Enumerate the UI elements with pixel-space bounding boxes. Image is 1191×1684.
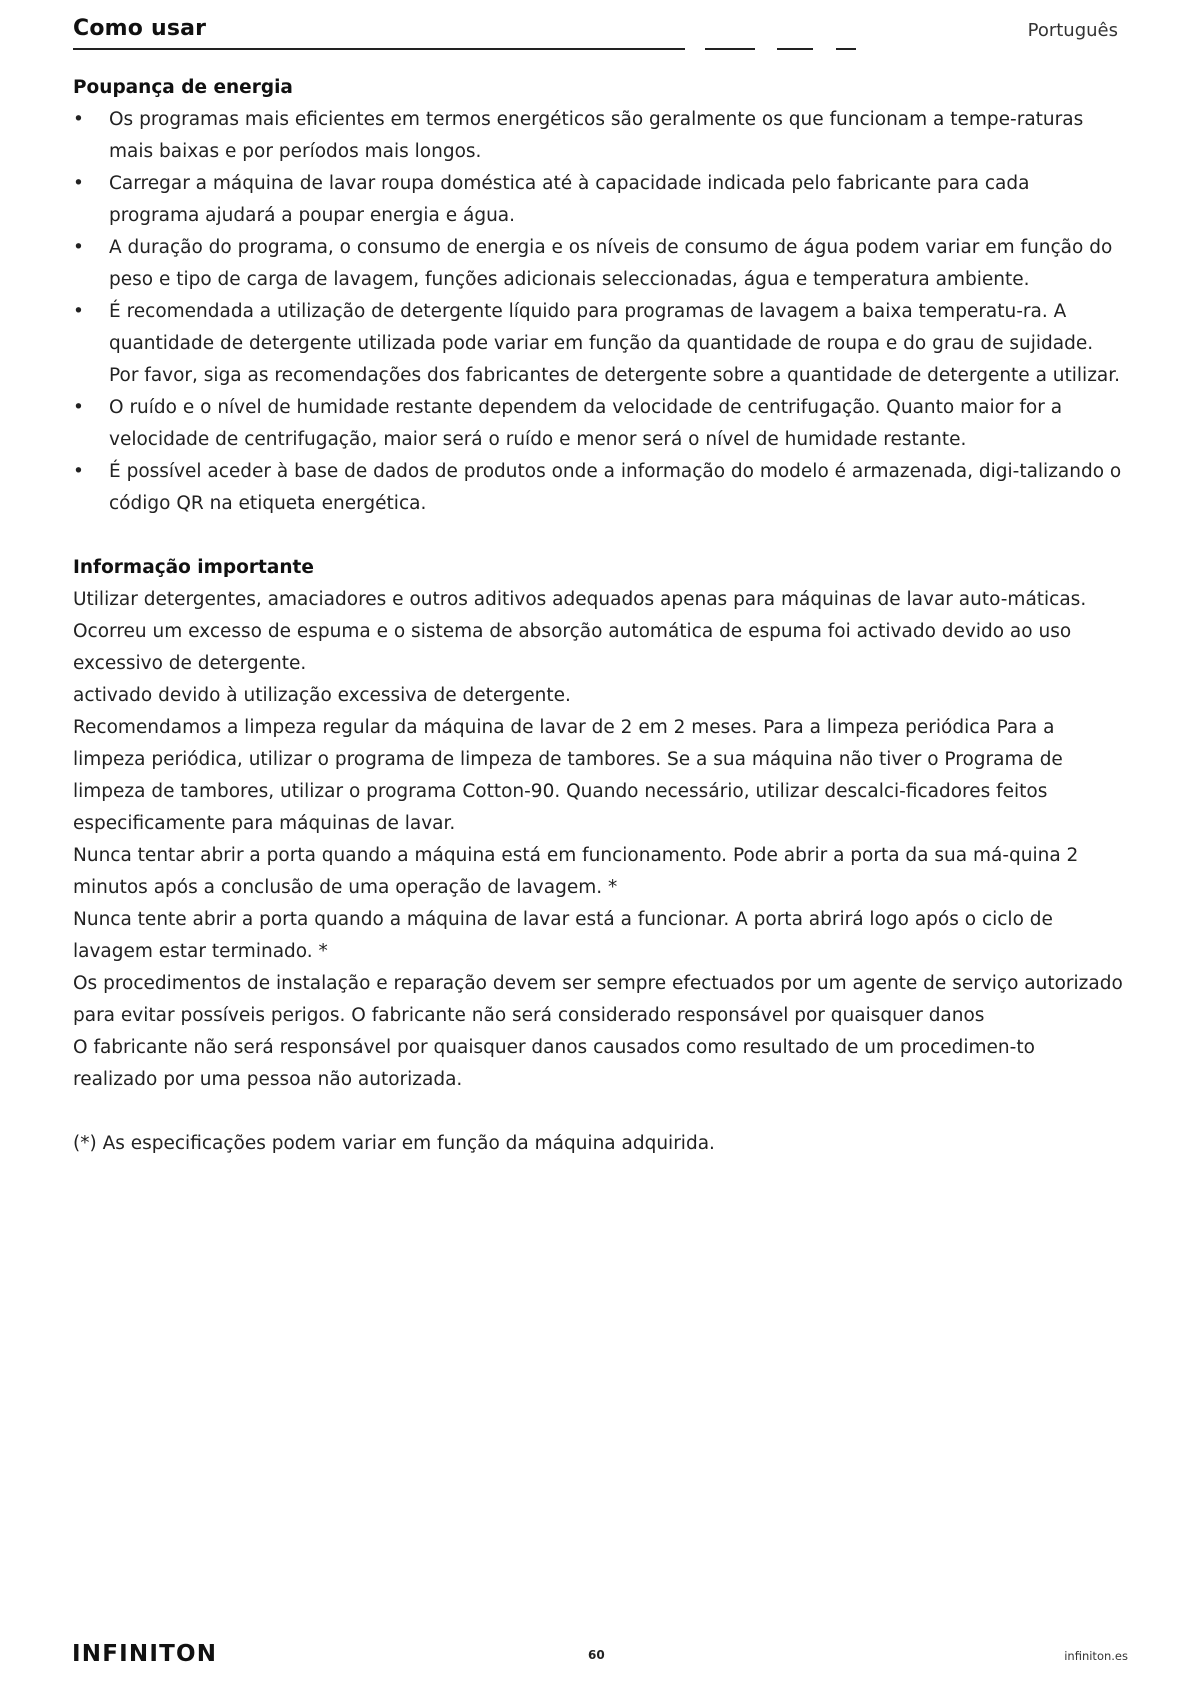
footnote: (*) As especificações podem variar em função da máquina adquirida. bbox=[73, 1133, 715, 1154]
energy-title: Poupança de energia bbox=[73, 77, 293, 98]
list-item: • Os programas mais eficientes em termos energéticos são geralmente os que funcionam a tempe-raturas mais baixas e por períodos mais longos. bbox=[73, 104, 1123, 168]
energy-list bbox=[73, 104, 1123, 520]
header-rule-dash bbox=[705, 48, 755, 50]
page-number: 60 bbox=[588, 1648, 605, 1662]
paragraph: Utilizar detergentes, amaciadores e outros aditivos adequados apenas para máquinas de lavar auto-máticas. Ocorreu um excesso de espuma e o sistema de absorção automática de espuma foi activado devido ao uso excessivo de detergente. bbox=[73, 589, 1087, 674]
paragraph: Nunca tente abrir a porta quando a máquina de lavar está a funcionar. A porta abrirá logo após o ciclo de lavagem estar terminado. * bbox=[73, 909, 1053, 962]
list-item: • Carregar a máquina de lavar roupa doméstica até à capacidade indicada pelo fabricante para cada programa ajudará a poupar energia e água. bbox=[73, 168, 1123, 232]
paragraph: Recomendamos a limpeza regular da máquina de lavar de 2 em 2 meses. Para a limpeza periódica Para a limpeza periódica, utilizar o programa de limpeza de tambores. Se a sua máquina não tiver o Programa de limpeza de tambores, utilizar o programa Cotton-90. Quando necessário, utilizar descalci-ficadores feitos especificamente para máquinas de lavar. bbox=[73, 717, 1063, 834]
list-item: • O ruído e o nível de humidade restante dependem da velocidade de centrifugação. Quanto maior for a velocidade de centrifugação, maior será o ruído e menor será o nível de humidade restante. bbox=[73, 392, 1123, 456]
paragraph: Os procedimentos de instalação e reparação devem ser sempre efectuados por um agente de serviço autorizado para evitar possíveis perigos. O fabricante não será considerado responsável por quaisquer danos bbox=[73, 973, 1123, 1026]
website-url: infiniton.es bbox=[1064, 1649, 1128, 1663]
page-header bbox=[73, 14, 1118, 54]
paragraph: Nunca tentar abrir a porta quando a máquina está em funcionamento. Pode abrir a porta da sua má-quina 2 minutos após a conclusão de uma operação de lavagem. * bbox=[73, 845, 1079, 898]
section-heading: Como usar bbox=[73, 16, 207, 41]
header-rule-dash bbox=[836, 48, 856, 50]
list-item: • A duração do programa, o consumo de energia e os níveis de consumo de água podem variar em função do peso e tipo de carga de lavagem, funções adicionais seleccionadas, água e temperatura ambiente. bbox=[73, 232, 1123, 296]
list-item: • É recomendada a utilização de detergente líquido para programas de lavagem a baixa temperatu-ra. A quantidade de detergente utilizada pode variar em função da quantidade de roupa e do grau de sujidade. Por favor, siga as recomendações dos fabricantes de detergente sobre a quantidade de detergente a utilizar. bbox=[73, 296, 1123, 392]
list-item: • É possível aceder à base de dados de produtos onde a informação do modelo é armazenada, digi-talizando o código QR na etiqueta energética. bbox=[73, 456, 1123, 520]
language-label: Português bbox=[1027, 20, 1118, 41]
header-rule-dash bbox=[777, 48, 813, 50]
brand-logo: INFINITON bbox=[72, 1641, 218, 1667]
important-title: Informação importante bbox=[73, 557, 314, 578]
page-content bbox=[73, 72, 1123, 1160]
paragraph: activado devido à utilização excessiva de detergente. bbox=[73, 685, 571, 706]
paragraph: O fabricante não será responsável por quaisquer danos causados como resultado de um procedimen-to realizado por uma pessoa não autorizada. bbox=[73, 1037, 1035, 1090]
header-rule bbox=[73, 48, 685, 50]
